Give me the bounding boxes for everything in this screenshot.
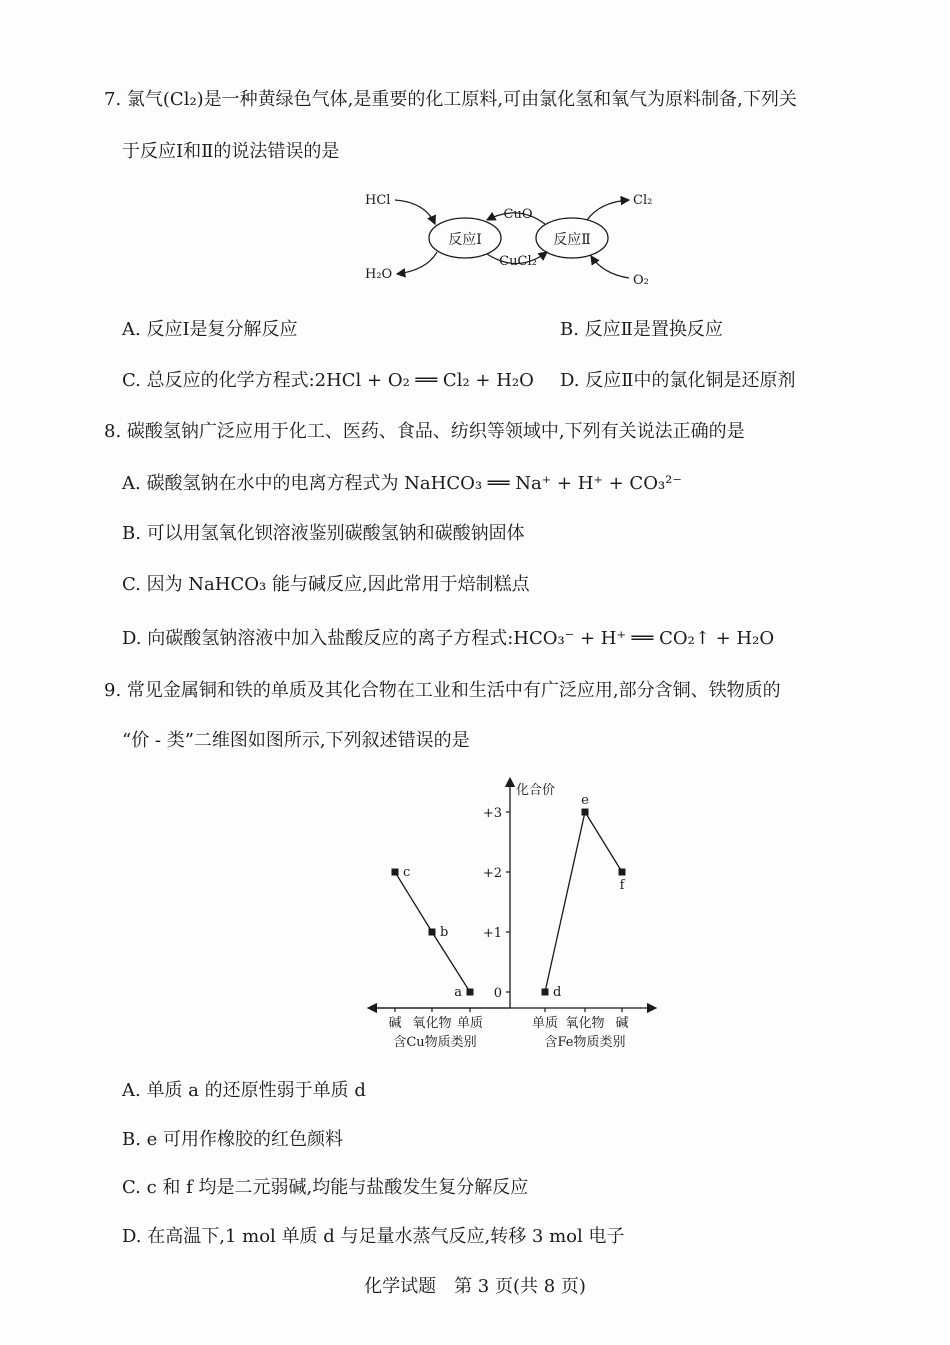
q9-option-a[interactable]: A. 单质 a 的还原性弱于单质 d (122, 1080, 366, 1101)
reaction2-label: 反应Ⅱ (553, 232, 591, 248)
y-tick-label: +3 (482, 806, 502, 821)
q7-option-c[interactable]: C. 总反应的化学方程式:2HCl + O₂ ══ Cl₂ + H₂O (122, 370, 534, 391)
point-f (619, 869, 626, 876)
point-label-e: e (581, 793, 589, 808)
cl2-arrow (587, 200, 629, 220)
cu-x-tick-label: 单质 (456, 1016, 484, 1031)
q8-option-c[interactable]: C. 因为 NaHCO₃ 能与碱反应,因此常用于焙制糕点 (122, 574, 530, 595)
q9-option-d[interactable]: D. 在高温下,1 mol 单质 d 与足量水蒸气反应,转移 3 mol 电子 (122, 1226, 625, 1247)
q7-reaction-diagram (355, 182, 665, 294)
hcl-label: HCl (365, 193, 391, 208)
cu-x-tick-label: 碱 (388, 1016, 402, 1031)
q7-option-a[interactable]: A. 反应Ⅰ是复分解反应 (122, 319, 298, 340)
fe-x-tick-label: 碱 (615, 1016, 629, 1031)
q7-option-d[interactable]: D. 反应Ⅱ中的氯化铜是还原剂 (560, 370, 796, 391)
q8-stem: 8. 碳酸氢钠广泛应用于化工、医药、食品、纺织等领域中,下列有关说法正确的是 (104, 421, 745, 442)
q7-stem-line2: 于反应Ⅰ和Ⅱ的说法错误的是 (122, 141, 340, 162)
hcl-arrow (395, 200, 435, 224)
fe-group-label: 含Fe物质类别 (544, 1035, 626, 1050)
o2-label: O₂ (633, 273, 649, 288)
cu-group-label: 含Cu物质类别 (393, 1035, 477, 1050)
point-label-b: b (440, 925, 449, 940)
point-label-a: a (454, 985, 462, 1000)
reaction1-label: 反应Ⅰ (448, 232, 482, 248)
o2-arrow (591, 256, 629, 278)
point-a (467, 989, 474, 996)
fe-series-line (545, 812, 622, 992)
q9-stem-line2: “价 - 类”二维图如图所示,下列叙述错误的是 (122, 730, 470, 751)
q8-option-a[interactable]: A. 碳酸氢钠在水中的电离方程式为 NaHCO₃ ══ Na⁺ + H⁺ + CO₃²⁻ (122, 473, 682, 494)
y-tick-label: +1 (482, 926, 502, 941)
h2o-arrow (397, 252, 437, 274)
q9-stem-line1: 9. 常见金属铜和铁的单质及其化合物在工业和生活中有广泛应用,部分含铜、铁物质的 (104, 680, 781, 701)
point-label-d: d (553, 985, 562, 1000)
point-b (429, 929, 436, 936)
q8-option-d[interactable]: D. 向碳酸氢钠溶液中加入盐酸反应的离子方程式:HCO₃⁻ + H⁺ ══ CO₂↑ + H₂O (122, 628, 775, 649)
point-label-c: c (403, 865, 411, 880)
page-footer: 化学试题 第 3 页(共 8 页) (364, 1276, 586, 1297)
cu-x-tick-label: 氧化物 (412, 1016, 452, 1031)
y-tick-label: +2 (482, 866, 502, 881)
point-c (392, 869, 399, 876)
fe-x-tick-label: 氧化物 (565, 1016, 605, 1031)
cuo-label: CuO (503, 207, 533, 222)
y-axis-label: 化合价 (516, 783, 556, 798)
valence-class-chart (360, 772, 660, 1062)
point-d (542, 989, 549, 996)
y-tick-label: 0 (493, 986, 502, 1001)
q7-stem-line1: 7. 氯气(Cl₂)是一种黄绿色气体,是重要的化工原料,可由氯化氢和氧气为原料制备,下列关 (104, 89, 797, 110)
fe-x-tick-label: 单质 (531, 1016, 559, 1031)
h2o-label: H₂O (365, 267, 393, 282)
q8-option-b[interactable]: B. 可以用氢氧化钡溶液鉴别碳酸氢钠和碳酸钠固体 (122, 523, 525, 544)
q9-option-b[interactable]: B. e 可用作橡胶的红色颜料 (122, 1129, 344, 1150)
q7-option-b[interactable]: B. 反应Ⅱ是置换反应 (560, 319, 723, 340)
point-e (582, 809, 589, 816)
cl2-label: Cl₂ (633, 193, 653, 208)
point-label-f: f (619, 878, 625, 893)
q9-option-c[interactable]: C. c 和 f 均是二元弱碱,均能与盐酸发生复分解反应 (122, 1177, 529, 1198)
cucl2-label: CuCl₂ (499, 254, 537, 269)
